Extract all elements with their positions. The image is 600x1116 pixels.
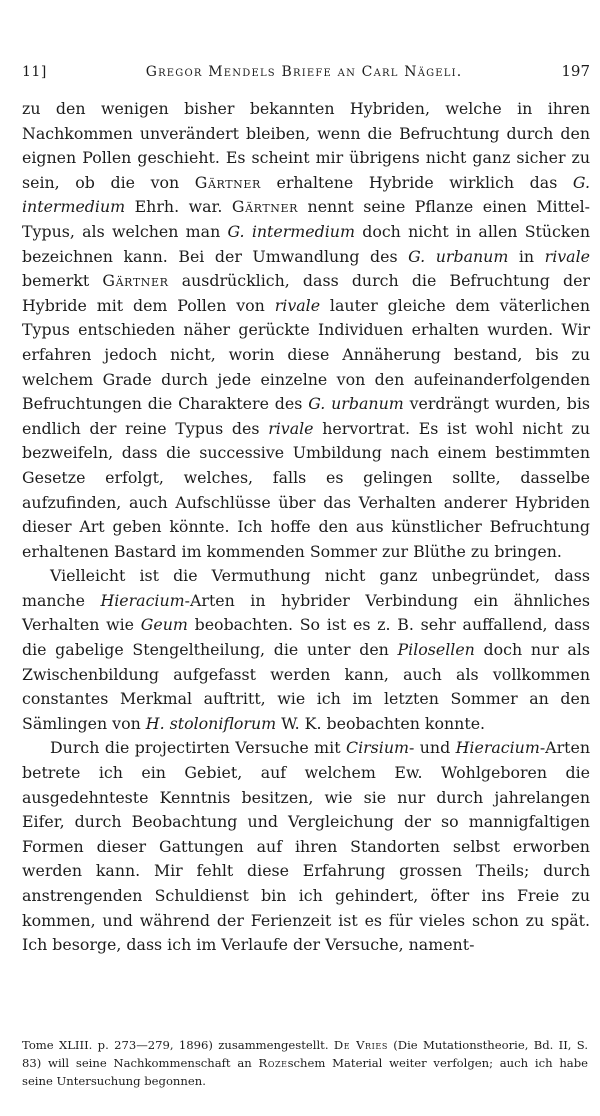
text-run: nennt seine Pflanze einen Mittel-Typus, als welchen man (22, 197, 591, 241)
taxon-name: G. intermedium (227, 221, 355, 241)
text-run: Ehrh. war. (125, 197, 232, 217)
taxon-name: Pilosellen (397, 640, 475, 660)
running-head (22, 62, 590, 80)
text-run: Durch die projectirten Versuche mit (50, 738, 346, 758)
text-run: bemerkt (22, 271, 103, 291)
text-run: doch nicht in allen Stücken bezeichnen kann. Bei der Umwandlung des (22, 221, 591, 266)
running-title: Gregor Mendels Briefe an Carl Nägeli. (145, 64, 463, 80)
taxon-name: rivale (274, 295, 321, 315)
text-run: schem Material weiter verfolgen; auch ich habe seine Untersuchung begonnen. (22, 1056, 588, 1088)
section-number: 11] (22, 64, 47, 80)
text-run: beobachten. So ist es z. B. sehr auffallend, dass die gabelige Stengeltheilung, die unter den (22, 615, 590, 660)
person-name: Gärtner (231, 197, 299, 217)
taxon-name: rivale (544, 246, 590, 266)
taxon-name: Hieracium (100, 590, 185, 610)
text-run: erhaltene Hybride wirklich das (260, 172, 573, 192)
person-name: Gärtner (194, 172, 261, 192)
paragraph-3 (22, 736, 590, 957)
paragraph-1 (22, 97, 590, 564)
taxon-name: Hieracium (455, 738, 540, 758)
text-run: verdrängt wurden, bis endlich der reine Typus des (22, 394, 590, 438)
book-page (22, 62, 590, 958)
text-run: - und (409, 738, 456, 758)
taxon-name: Geum (140, 615, 188, 635)
taxon-name: G. urbanum (408, 246, 509, 266)
taxon-name: Cirsium (345, 738, 409, 758)
text-run: Vielleicht ist die Vermuthung nicht ganz unbegründet, dass manche (22, 566, 590, 610)
taxon-name: G. urbanum (308, 394, 404, 414)
text-run: doch nur als Zwischenbildung aufgefasst werden kann, auch als vollkommen constantes Merkmal auftritt, wie ich im letzten Sommer an den Sämlingen von (22, 640, 591, 733)
taxon-name: H. stoloniflorum (145, 713, 277, 733)
text-run: lauter gleiche dem väterlichen Typus entschieden näher gerückte Individuen erhalten wurden. Wir erfahren jedoch nicht, worin diese Annäherung bestand, bis zu welchem Grade durch jede einzelne von den aufeinanderfolgenden Befruchtungen die Charaktere des (22, 295, 591, 414)
text-run: W. K. beobachten konnte. (276, 713, 486, 733)
person-name: De Vries (333, 1038, 388, 1052)
text-run: hervortrat. Es ist wohl nicht zu bezweifeln, dass die successive Umbildung nach einem bestimmten Gesetze erfolgt, welches, falls es gelingen sollte, dasselbe aufzufinden, auch Aufschlüsse über das Verhalten anderer Hybriden dieser Art geben könnte. Ich hoffe den aus künstlicher Befruchtung erhaltenen Bastard im kommenden Sommer zur Blüthe zu bringen. (22, 418, 590, 561)
page-number: 197 (561, 62, 590, 80)
body-text (22, 97, 590, 958)
taxon-name: rivale (268, 418, 314, 438)
footnote (22, 1036, 588, 1090)
taxon-name: G. intermedium (22, 172, 590, 217)
person-name: Gärtner (102, 271, 169, 291)
paragraph-2 (22, 564, 590, 736)
text-run: -Arten betrete ich ein Gebiet, auf welchem Ew. Wohlgeboren die ausgedehnteste Kenntnis besitzen, wie sie nur durch jahrelangen Eifer, durch Beobachtung und Vergleichung der so mannigfaltigen Formen dieser Gattungen auf ihren Standorten selbst erworben werden kann. Mir fehlt diese Erfahrung grossen Theils; durch anstrengenden Schuldienst bin ich gehindert, öfter ins Freie zu kommen, und während der Ferienzeit ist es für vieles schon zu spät. Ich besorge, dass ich im Verlaufe der Versuche, nament- (22, 738, 591, 955)
person-name: Roze (258, 1056, 288, 1070)
text-run: ausdrücklich, dass durch die Befruchtung der Hybride mit dem Pollen von (22, 271, 590, 315)
text-run: Tome XLIII. p. 273—279, 1896) zusammengestellt. (22, 1038, 334, 1052)
text-run: zu den wenigen bisher bekannten Hybriden, welche in ihren Nachkommen unverändert bleiben, wenn die Befruchtung durch den eignen Pollen geschieht. Es scheint mir übrigens nicht ganz sicher zu sein, ob die von (22, 99, 590, 192)
text-run: -Arten in hybrider Verbindung ein ähnliches Verhalten wie (22, 590, 590, 635)
text-run: (Die Mutationstheorie, Bd. II, S. 83) will seine Nachkommenschaft an (22, 1038, 589, 1070)
text-run: in (508, 246, 545, 266)
